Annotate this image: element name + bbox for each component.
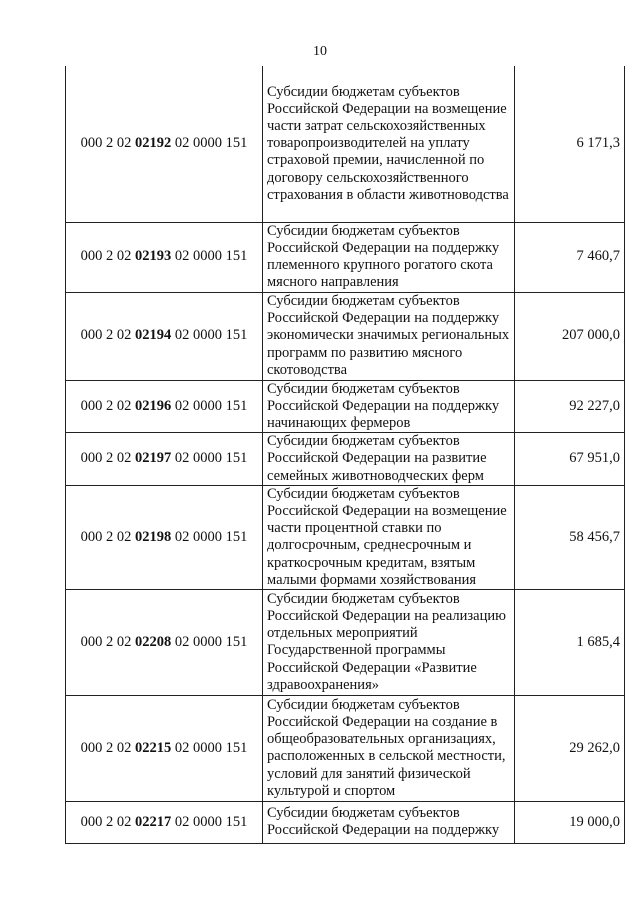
table-row	[66, 222, 625, 292]
budget-code	[66, 589, 263, 695]
budget-table	[65, 66, 625, 844]
description: Субсидии бюджетам субъектов Российской Федерации на реализацию отдельных мероприятий Государственной программы Российской Федерации «Развитие здравоохранения»	[263, 589, 515, 695]
table-row	[66, 485, 625, 589]
description: Субсидии бюджетам субъектов Российской Федерации на поддержку начинающих фермеров	[263, 380, 515, 433]
budget-code	[66, 695, 263, 801]
code-bold: 02197	[135, 450, 172, 467]
code-bold: 02215	[135, 739, 172, 756]
amount: 29 262,0	[515, 695, 625, 801]
table-row	[66, 433, 625, 486]
code-suffix: 02 0000 151	[171, 450, 248, 467]
code-suffix: 02 0000 151	[171, 739, 248, 756]
amount: 207 000,0	[515, 292, 625, 380]
description: Субсидии бюджетам субъектов Российской Федерации на развитие семейных животноводческих ферм	[263, 433, 515, 486]
budget-code	[66, 222, 263, 292]
table-row	[66, 801, 625, 843]
amount: 1 685,4	[515, 589, 625, 695]
amount: 7 460,7	[515, 222, 625, 292]
code-bold: 02208	[135, 633, 172, 650]
table-row	[66, 66, 625, 222]
budget-code	[66, 66, 263, 222]
budget-code	[66, 433, 263, 486]
code-suffix: 02 0000 151	[171, 327, 248, 344]
code-suffix: 02 0000 151	[171, 135, 248, 152]
budget-code	[66, 485, 263, 589]
code-suffix: 02 0000 151	[171, 813, 248, 830]
description: Субсидии бюджетам субъектов Российской Федерации на возмещение части процентной ставки по долгосрочным, среднесрочным и краткосрочным кредитам, взятым малыми формами хозяйствования	[263, 485, 515, 589]
description: Субсидии бюджетам субъектов Российской Федерации на поддержку экономически значимых региональных программ по развитию мясного скотоводства	[263, 292, 515, 380]
page-number: 10	[313, 44, 327, 59]
amount: 58 456,7	[515, 485, 625, 589]
code-prefix: 000 2 02	[80, 633, 135, 650]
description: Субсидии бюджетам субъектов Российской Федерации на возмещение части затрат сельскохозяйственных товаропроизводителей на уплату страховой премии, начисленной по договору сельскохозяйственного страхования в области животноводства	[263, 66, 515, 222]
code-prefix: 000 2 02	[80, 813, 135, 830]
code-suffix: 02 0000 151	[171, 248, 248, 265]
table-row	[66, 589, 625, 695]
description: Субсидии бюджетам субъектов Российской Федерации на поддержку	[263, 801, 515, 843]
code-prefix: 000 2 02	[80, 248, 135, 265]
budget-code	[66, 801, 263, 843]
code-suffix: 02 0000 151	[171, 633, 248, 650]
code-prefix: 000 2 02	[80, 528, 135, 545]
amount: 19 000,0	[515, 801, 625, 843]
table-row	[66, 292, 625, 380]
code-bold: 02196	[135, 397, 172, 414]
description: Субсидии бюджетам субъектов Российской Федерации на создание в общеобразовательных организациях, расположенных в сельской местности, условий для занятий физической культурой и спортом	[263, 695, 515, 801]
code-prefix: 000 2 02	[80, 397, 135, 414]
table-row	[66, 695, 625, 801]
budget-code	[66, 380, 263, 433]
code-bold: 02193	[135, 248, 172, 265]
amount: 67 951,0	[515, 433, 625, 486]
code-suffix: 02 0000 151	[171, 528, 248, 545]
code-suffix: 02 0000 151	[171, 397, 248, 414]
code-bold: 02194	[135, 327, 172, 344]
budget-code	[66, 292, 263, 380]
code-prefix: 000 2 02	[80, 327, 135, 344]
description: Субсидии бюджетам субъектов Российской Федерации на поддержку племенного крупного рогатого скота мясного направления	[263, 222, 515, 292]
code-bold: 02217	[135, 813, 172, 830]
code-bold: 02198	[135, 528, 172, 545]
code-prefix: 000 2 02	[80, 450, 135, 467]
amount: 92 227,0	[515, 380, 625, 433]
code-prefix: 000 2 02	[80, 135, 135, 152]
code-bold: 02192	[135, 135, 172, 152]
amount: 6 171,3	[515, 66, 625, 222]
table-row	[66, 380, 625, 433]
code-prefix: 000 2 02	[80, 739, 135, 756]
